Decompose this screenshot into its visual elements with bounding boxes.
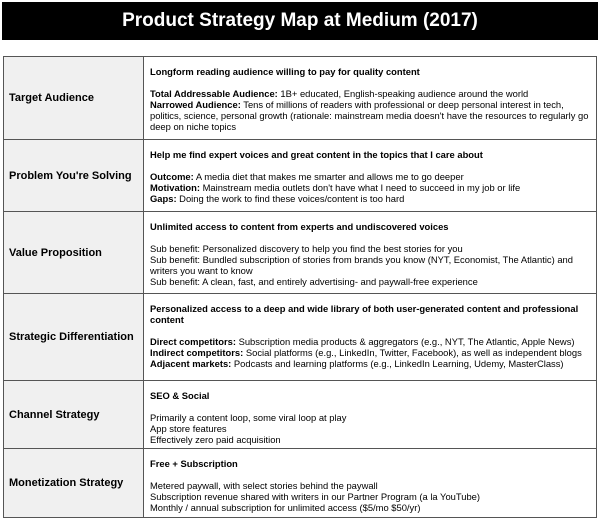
line-text: Social platforms (e.g., LinkedIn, Twitter, Facebook), as well as independent blogs — [243, 347, 582, 358]
line-text: Doing the work to find these voices/content is too hard — [176, 193, 405, 204]
row-headline: SEO & Social — [150, 390, 210, 401]
row-line — [150, 193, 592, 204]
row-label: Strategic Differentiation — [4, 294, 144, 380]
row-line — [150, 480, 592, 491]
strategy-table — [3, 56, 597, 518]
row-line — [150, 412, 592, 423]
row-content — [144, 294, 596, 380]
row-line — [150, 254, 592, 276]
row-content — [144, 140, 596, 211]
line-text: Mainstream media outlets don't have what I need to succeed in my job or life — [200, 182, 521, 193]
row-line — [150, 88, 592, 99]
line-text: Tens of millions of readers with professional or deep personal interest in tech, politics, science, personal growth (rationale: mainstream media doesn't have the resources to regularly go deep on niche topics — [150, 99, 589, 132]
line-text: Sub benefit: Bundled subscription of stories from brands you know (NYT, Economist, The Atlantic) and writers you want to know — [150, 254, 573, 276]
line-text: App store features — [150, 423, 227, 434]
line-key: Total Addressable Audience: — [150, 88, 278, 99]
row-content — [144, 57, 596, 139]
line-key: Indirect competitors: — [150, 347, 244, 358]
line-key: Adjacent markets: — [150, 358, 232, 369]
page-title: Product Strategy Map at Medium (2017) — [2, 2, 598, 40]
line-text: Subscription revenue shared with writers in our Partner Program (a la YouTube) — [150, 491, 481, 502]
row-line — [150, 182, 592, 193]
line-key: Gaps: — [150, 193, 177, 204]
row-headline: Personalized access to a deep and wide library of both user-generated content and professional content — [150, 303, 579, 325]
line-key: Motivation: — [150, 182, 200, 193]
table-row — [4, 381, 596, 449]
line-text: Effectively zero paid acquisition — [150, 434, 281, 445]
line-text: Subscription media products & aggregators (e.g., NYT, The Atlantic, Apple News) — [235, 336, 575, 347]
row-content — [144, 449, 596, 517]
row-label: Value Proposition — [4, 212, 144, 293]
line-key: Direct competitors: — [150, 336, 236, 347]
row-headline: Longform reading audience willing to pay for quality content — [150, 66, 420, 77]
row-headline: Help me find expert voices and great content in the topics that I care about — [150, 149, 483, 160]
row-line — [150, 276, 592, 287]
line-text: Metered paywall, with select stories behind the paywall — [150, 480, 378, 491]
row-line — [150, 358, 592, 369]
row-label: Problem You're Solving — [4, 140, 144, 211]
line-text: Sub benefit: Personalized discovery to help you find the best stories for you — [150, 243, 463, 254]
row-line — [150, 423, 592, 434]
row-label: Target Audience — [4, 57, 144, 139]
line-text: A media diet that makes me smarter and allows me to go deeper — [193, 171, 464, 182]
row-label: Monetization Strategy — [4, 449, 144, 517]
line-text: Sub benefit: A clean, fast, and entirely advertising- and paywall-free experience — [150, 276, 478, 287]
line-key: Outcome: — [150, 171, 194, 182]
table-row — [4, 449, 596, 517]
row-line — [150, 171, 592, 182]
table-row — [4, 57, 596, 140]
row-line — [150, 99, 592, 132]
table-row — [4, 294, 596, 381]
row-headline: Unlimited access to content from experts and undiscovered voices — [150, 221, 449, 232]
row-line — [150, 434, 592, 445]
line-key: Narrowed Audience: — [150, 99, 241, 110]
row-headline: Free + Subscription — [150, 458, 238, 469]
row-line — [150, 502, 592, 513]
row-line — [150, 347, 592, 358]
line-text: 1B+ educated, English-speaking audience around the world — [277, 88, 529, 99]
row-line — [150, 336, 592, 347]
table-row — [4, 212, 596, 294]
line-text: Monthly / annual subscription for unlimited access ($5/mo $50/yr) — [150, 502, 421, 513]
row-content — [144, 381, 596, 448]
table-row — [4, 140, 596, 212]
line-text: Podcasts and learning platforms (e.g., LinkedIn Learning, Udemy, MasterClass) — [231, 358, 564, 369]
row-content — [144, 212, 596, 293]
row-label: Channel Strategy — [4, 381, 144, 448]
line-text: Primarily a content loop, some viral loop at play — [150, 412, 347, 423]
row-line — [150, 243, 592, 254]
row-line — [150, 491, 592, 502]
